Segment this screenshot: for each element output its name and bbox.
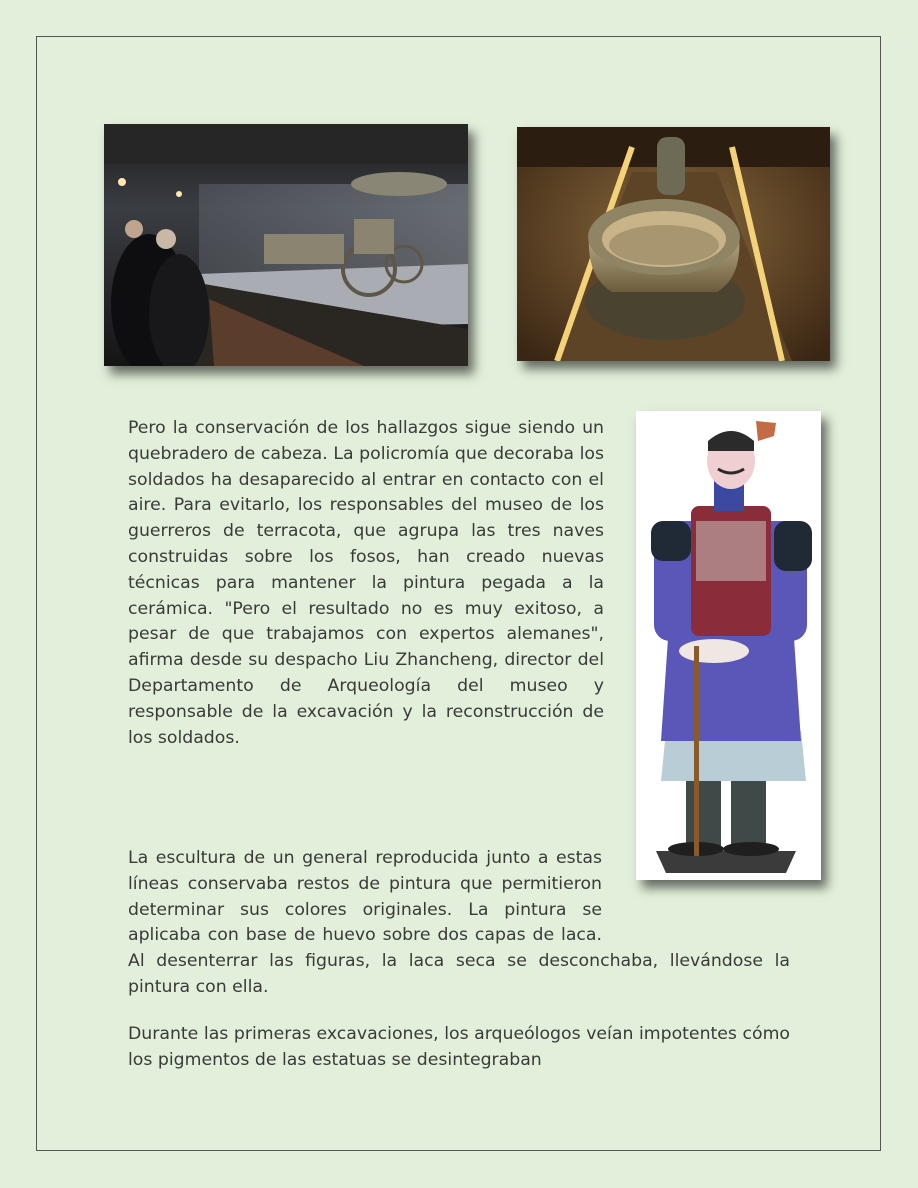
image-wrap-spacer	[602, 846, 790, 925]
paragraph-3: Durante las primeras excavaciones, los arqueólogos veían impotentes cómo los pigmentos de las estatuas se desintegraban	[128, 1024, 790, 1070]
bronze-vessel-photo	[517, 127, 830, 361]
museum-chariot-photo	[104, 124, 468, 366]
paragraph-2-text: La escultura de un general reproducida junto a estas líneas conservaba restos de pintura que permitieron determinar sus colores originales. La pintura se aplicaba con base de huevo sobre dos capas de laca. Al desenterrar las figuras, la laca seca se desconchaba, llevándose la pintura con ella.	[128, 848, 790, 997]
paragraph-1: Pero la conservación de los hallazgos sigue siendo un quebradero de cabeza. La policromía que decoraba los soldados ha desaparecido al entrar en contacto con el aire. Para evitarlo, los responsables del museo de los guerreros de terracota, que agrupa las tres naves construidas sobre los fosos, han creado nuevas técnicas para mantener la pintura pegada a la cerámica. "Pero el resultado no es muy exitoso, a pesar de que trabajamos con expertos alemanes", afirma desde su despacho Liu Zhancheng, director del Departamento de Arqueología del museo y responsable de la excavación y la reconstrucción de los soldados.	[128, 418, 604, 748]
paragraph-2	[128, 846, 790, 1001]
terracotta-general-photo	[636, 411, 821, 880]
